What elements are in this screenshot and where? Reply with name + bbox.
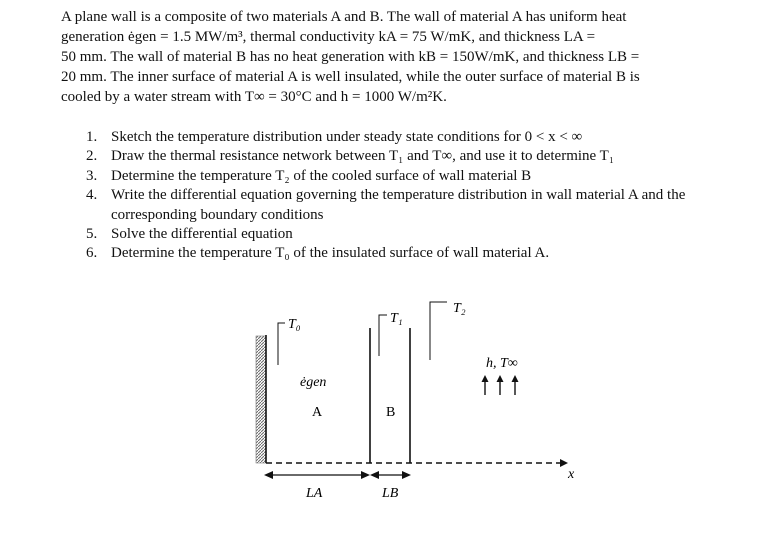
task-number: 6. xyxy=(86,245,98,262)
coolant-flow-arrows xyxy=(482,375,519,395)
t0-leader xyxy=(278,323,285,365)
t1-label: T₁ xyxy=(390,311,403,326)
la-label: LA xyxy=(306,486,323,501)
task-text: Determine the temperature T₀ of the insulated surface of wall material A. xyxy=(111,245,550,262)
task-text: Solve the differential equation xyxy=(111,226,293,243)
intro-line-5: cooled by a water stream with T∞ = 30°C and h = 1000 W/m²K. xyxy=(61,89,447,105)
task-number: 1. xyxy=(86,129,98,145)
task-text: Determine the temperature T₂ of the cooled surface of wall material B xyxy=(111,167,532,184)
t0-label: T₀ xyxy=(288,317,301,332)
intro-line-2: generation ėgen = 1.5 MW/m³, thermal conductivity kA = 75 W/mK, and thickness LA = xyxy=(61,29,596,45)
x-axis-arrowhead xyxy=(560,459,568,467)
t2-leader xyxy=(430,302,447,360)
lb-dimension-arrow xyxy=(370,471,411,479)
task-text: Draw the thermal resistance network between T₁ and T∞, and use it to determine T₁ xyxy=(111,148,615,165)
convection-label: h, T∞ xyxy=(486,356,518,371)
task-number: 3. xyxy=(86,167,98,184)
t1-leader xyxy=(379,315,387,356)
intro-line-1: A plane wall is a composite of two materials A and B. The wall of material A has uniform heat xyxy=(61,9,627,25)
lb-label: LB xyxy=(382,486,399,501)
intro-line-4: 20 mm. The inner surface of material A is well insulated, while the outer surface of material B is xyxy=(61,69,640,85)
material-a-label: A xyxy=(312,405,323,420)
task-number: 2. xyxy=(86,148,98,165)
task-text: Sketch the temperature distribution under steady state conditions for 0 < x < ∞ xyxy=(111,129,583,145)
insulated-surface xyxy=(256,336,266,463)
intro-line-3: 50 mm. The wall of material B has no heat generation with kB = 150W/mK, and thickness LB = xyxy=(61,49,640,65)
egen-label: ėgen xyxy=(300,375,327,390)
task-number: 5. xyxy=(86,226,98,243)
task-number: 4. xyxy=(86,187,98,204)
x-axis-label: x xyxy=(568,467,575,482)
la-dimension-arrow xyxy=(264,471,370,479)
t2-label: T₂ xyxy=(453,301,466,316)
task-text: Write the differential equation governing the temperature distribution in wall material A and the corresponding boundary conditions xyxy=(111,187,686,223)
material-b-label: B xyxy=(386,405,396,420)
